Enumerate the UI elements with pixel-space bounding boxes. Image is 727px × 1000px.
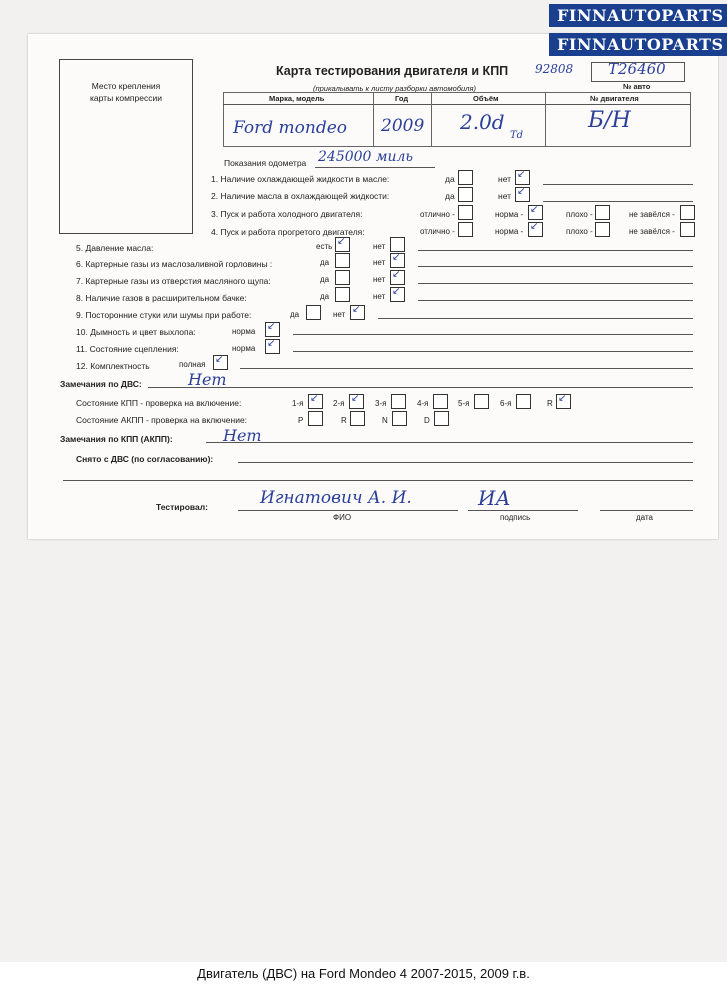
volume-value: 2.0d (460, 110, 505, 134)
item-8-no: нет (373, 292, 386, 301)
gear-5-box[interactable] (474, 394, 489, 409)
akpp-p-box[interactable] (308, 411, 323, 426)
odometer-value: 245000 миль (318, 149, 414, 165)
item-4-check: ↙ (530, 221, 539, 232)
item-5: 5. Давление масла: (76, 243, 154, 253)
year-value: 2009 (381, 116, 425, 136)
kpp-remarks-value: Нет (223, 426, 262, 445)
gear-r: R (547, 399, 553, 408)
item-3-excellent: отлично - (420, 210, 455, 219)
akpp-n-box[interactable] (392, 411, 407, 426)
kpp-remarks-label: Замечания по КПП (АКПП): (60, 434, 173, 444)
item-8-yes-box[interactable] (335, 287, 350, 302)
item-3-excellent-box[interactable] (458, 205, 473, 220)
item-2-check: ↙ (517, 186, 526, 197)
item-3-check: ↙ (530, 204, 539, 215)
akpp-r-box[interactable] (350, 411, 365, 426)
odometer-label: Показания одометра (224, 158, 307, 168)
col-year: Год (395, 94, 409, 103)
item-1-no: нет (498, 174, 512, 184)
gear-1: 1-я (292, 399, 304, 408)
tested-label: Тестировал: (156, 502, 208, 512)
item-7-yes: да (320, 275, 330, 284)
volume-note: Td (510, 130, 524, 141)
item-9-no: нет (333, 310, 346, 319)
akpp-p: P (298, 416, 304, 425)
tester-signature: ИА (478, 486, 511, 510)
item-12-full: полная (179, 360, 206, 369)
col-make: Марка, модель (269, 94, 325, 103)
item-4-not-started: не завёлся - (629, 227, 675, 236)
item-5-no-box[interactable] (390, 237, 405, 252)
engine-remarks-value: Нет (188, 370, 227, 389)
col-engine-no: № двигателя (590, 94, 639, 103)
image-caption: Двигатель (ДВС) на Ford Mondeo 4 2007-2015, 2009 г.в. (197, 966, 530, 981)
item-2-no: нет (498, 191, 512, 201)
item-1-check: ↙ (517, 169, 526, 180)
form-number: 92808 (535, 62, 574, 76)
item-11-normal: норма (232, 344, 256, 353)
gear-6: 6-я (500, 399, 512, 408)
item-7-check: ↙ (392, 269, 401, 280)
gear-4-box[interactable] (433, 394, 448, 409)
item-7-no: нет (373, 275, 386, 284)
fio-label: ФИО (333, 513, 352, 522)
item-5-has: есть (316, 242, 333, 251)
gear-1-check: ↙ (310, 393, 319, 404)
item-6-check: ↙ (392, 252, 401, 263)
akpp-d-box[interactable] (434, 411, 449, 426)
gear-2: 2-я (333, 399, 345, 408)
item-3: 3. Пуск и работа холодного двигателя: (211, 209, 363, 219)
item-5-check: ↙ (337, 236, 346, 247)
item-4-normal: норма - (495, 227, 524, 236)
item-3-not-started-box[interactable] (680, 205, 695, 220)
item-12-check: ↙ (215, 354, 224, 365)
akpp-r: R (341, 416, 347, 425)
engine-remarks-label: Замечания по ДВС: (60, 379, 142, 389)
kpp-state-label: Состояние КПП - проверка на включение: (76, 398, 242, 408)
item-2: 2. Наличие масла в охлаждающей жидкости: (211, 191, 390, 201)
gear-3: 3-я (375, 399, 387, 408)
akpp-d: D (424, 416, 430, 425)
item-6-no: нет (373, 258, 386, 267)
engine-no-value: Б/Н (588, 108, 631, 133)
compression-card-box (59, 59, 193, 234)
item-3-bad: плохо - (566, 210, 593, 219)
akpp-n: N (382, 416, 388, 425)
item-8-yes: да (320, 292, 330, 301)
item-4-bad: плохо - (566, 227, 593, 236)
gear-r-check: ↙ (558, 393, 567, 404)
item-4-not-started-box[interactable] (680, 222, 695, 237)
item-6-yes: да (320, 258, 330, 267)
gear-4: 4-я (417, 399, 429, 408)
item-2-yes-box[interactable] (458, 187, 473, 202)
item-9: 9. Посторонние стуки или шумы при работе: (76, 310, 252, 320)
item-7-yes-box[interactable] (335, 270, 350, 285)
item-6-yes-box[interactable] (335, 253, 350, 268)
form-subtitle: (прикалывать к листу разборки автомобиля) (313, 84, 476, 93)
item-4-excellent: отлично - (420, 227, 455, 236)
item-1-yes-box[interactable] (458, 170, 473, 185)
item-10: 10. Дымность и цвет выхлопа: (76, 327, 196, 337)
item-3-normal: норма - (495, 210, 524, 219)
item-1: 1. Наличие охлаждающей жидкости в масле: (211, 174, 390, 184)
compression-card-label: Место крепления карты компрессии (90, 81, 162, 103)
test-card (28, 34, 718, 539)
watermark-top: FINNAUTOPARTS (549, 4, 727, 27)
item-7: 7. Картерные газы из отверстия масляного щупа: (76, 276, 271, 286)
item-4: 4. Пуск и работа прогретого двигателя: (211, 227, 365, 237)
gear-5: 5-я (458, 399, 470, 408)
item-11-check: ↙ (267, 338, 276, 349)
item-9-check: ↙ (352, 304, 361, 315)
item-9-yes-box[interactable] (306, 305, 321, 320)
no-auto-label: № авто (623, 82, 651, 91)
item-8: 8. Наличие газов в расширительном бачке: (76, 293, 247, 303)
tester-name: Игнатович А. И. (260, 488, 412, 508)
item-10-normal: норма (232, 327, 256, 336)
item-6: 6. Картерные газы из маслозаливной горловины : (76, 259, 273, 269)
item-5-no: нет (373, 242, 386, 251)
item-1-yes: да (445, 174, 455, 184)
item-10-check: ↙ (267, 321, 276, 332)
sign-label: подпись (500, 513, 531, 522)
gear-3-box[interactable] (391, 394, 406, 409)
date-label: дата (636, 513, 653, 522)
item-2-yes: да (445, 191, 455, 201)
item-3-bad-box[interactable] (595, 205, 610, 220)
item-11: 11. Состояние сцепления: (76, 344, 179, 354)
gear-6-box[interactable] (516, 394, 531, 409)
item-8-check: ↙ (392, 286, 401, 297)
item-4-excellent-box[interactable] (458, 222, 473, 237)
removed-label: Снято с ДВС (по согласованию): (76, 454, 214, 464)
item-4-bad-box[interactable] (595, 222, 610, 237)
form-title: Карта тестирования двигателя и КПП (276, 64, 509, 78)
item-3-not-started: не завёлся - (629, 210, 675, 219)
item-9-yes: да (290, 310, 300, 319)
akpp-state-label: Состояние АКПП - проверка на включение: (76, 415, 248, 425)
watermark-bottom: FINNAUTOPARTS (549, 33, 727, 56)
gear-2-check: ↙ (351, 393, 360, 404)
item-12: 12. Комплектность (76, 361, 150, 371)
make-value: Ford mondeo (233, 118, 347, 138)
col-volume: Объём (473, 94, 499, 103)
no-auto-value: T26460 (608, 60, 666, 78)
